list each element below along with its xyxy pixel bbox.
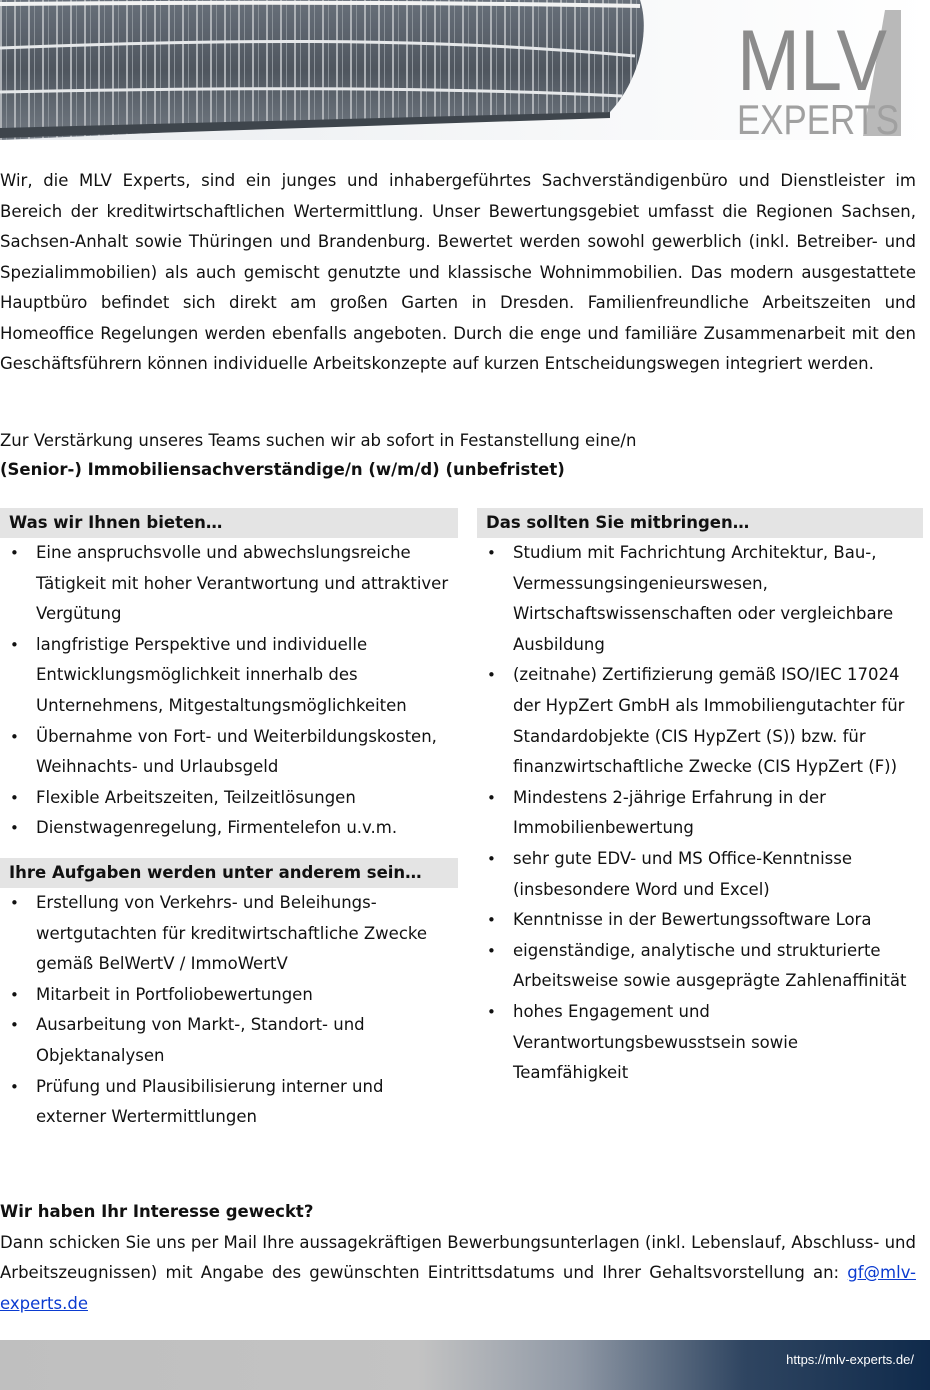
cta-body: Dann schicken Sie uns per Mail Ihre aussagekräftigen Bewerbungsunterlagen (inkl. Lebenslauf, Abschluss- und Arbeitszeugnissen) mit Angabe des gewünschten Eintrittsdatums und Ihrer Gehaltsvorstellung an: <box>0 1232 916 1282</box>
logo-experts-text: EXPERTS <box>737 96 899 138</box>
list-item: • Mitarbeit in Portfoliobewertungen <box>0 980 458 1011</box>
logo-mlv-text: MLV <box>737 13 887 109</box>
cta-text <box>0 1228 916 1320</box>
job-title: (Senior-) Immobiliensachverständige/n (w/m/d) (unbefristet) <box>0 460 565 479</box>
mlv-experts-logo <box>735 4 915 138</box>
list-item: • Mindestens 2-jährige Erfahrung in der Immobilienbewertung <box>477 783 923 844</box>
list-item: • Prüfung und Plausibilisierung interner und externer Wertermittlungen <box>0 1072 458 1133</box>
company-intro <box>0 166 916 380</box>
tasks-heading: Ihre Aufgaben werden unter anderem sein… <box>0 858 458 888</box>
cta-question: Wir haben Ihr Interesse geweckt? <box>0 1202 314 1221</box>
job-lead <box>0 426 916 484</box>
email-link[interactable]: gf@mlv-experts.de <box>0 1263 916 1313</box>
intro-paragraph: Wir, die MLV Experts, sind ein junges und inhabergeführtes Sachverständigenbüro und Dienstleister im Bereich der kreditwirtschaftlichen Wertermittlung. Unser Bewertungsgebiet umfasst die Regionen Sachsen, Sachsen-Anhalt sowie Thüringen und Brandenburg. Bewertet werden sowohl gewerblich (inkl. Betreiber- und Spezialimmobilien) als auch gemischt genutzte und klassische Wohnimmobilien. Das modern ausgestattete Hauptbüro befindet sich direkt am großen Garten in Dresden. Familienfreundliche Arbeitszeiten und Homeoffice Regelungen werden ebenfalls angeboten. Durch die enge und familiäre Zusammenarbeit mit den Geschäftsführern können individuelle Arbeitskonzepte auf kurzen Entscheidungswegen integriert werden. <box>0 171 916 373</box>
list-item: • (zeitnahe) Zertifizierung gemäß ISO/IEC 17024 der HypZert GmbH als Immobiliengutachter für Standardobjekte (CIS HypZert (S)) bzw. für finanzwirtschaftliche Zwecke (CIS HypZert (F)) <box>477 660 923 782</box>
call-to-action <box>0 1197 916 1319</box>
offer-heading: Was wir Ihnen bieten… <box>0 508 458 538</box>
list-item: • Kenntnisse in der Bewertungssoftware Lora <box>477 905 923 936</box>
list-item: • Ausarbeitung von Markt-, Standort- und Objektanalysen <box>0 1010 458 1071</box>
list-item: • langfristige Perspektive und individuelle Entwicklungsmöglichkeit innerhalb des Unternehmens, Mitgestaltungsmöglichkeiten <box>0 630 458 722</box>
list-item: • sehr gute EDV- und MS Office-Kenntnisse (insbesondere Word und Excel) <box>477 844 923 905</box>
right-column <box>477 508 923 1089</box>
left-column <box>0 508 458 1133</box>
requirements-heading: Das sollten Sie mitbringen… <box>477 508 923 538</box>
footer-bar <box>0 1340 930 1390</box>
list-item: • Übernahme von Fort- und Weiterbildungskosten, Weihnachts- und Urlaubsgeld <box>0 722 458 783</box>
list-item: • hohes Engagement und Verantwortungsbewusstsein sowie Teamfähigkeit <box>477 997 923 1089</box>
header-banner <box>0 0 930 140</box>
list-item: • eigenständige, analytische und strukturierte Arbeitsweise sowie ausgeprägte Zahlenaffinität <box>477 936 923 997</box>
requirements-list <box>477 538 923 1089</box>
offer-list <box>0 538 458 844</box>
list-item: • Erstellung von Verkehrs- und Beleihungs-wertgutachten für kreditwirtschaftliche Zwecke gemäß BelWertV / ImmoWertV <box>0 888 458 980</box>
list-item: • Studium mit Fachrichtung Architektur, Bau-, Vermessungsingenieurswesen, Wirtschaftswissenschaften oder vergleichbare Ausbildung <box>477 538 923 660</box>
tasks-list <box>0 888 458 1133</box>
lead-text: Zur Verstärkung unseres Teams suchen wir ab sofort in Festanstellung eine/n <box>0 431 637 450</box>
list-item: • Eine anspruchsvolle und abwechslungsreiche Tätigkeit mit hoher Verantwortung und attraktiver Vergütung <box>0 538 458 630</box>
list-item: • Flexible Arbeitszeiten, Teilzeitlösungen <box>0 783 458 814</box>
footer-url[interactable]: https://mlv-experts.de/ <box>786 1352 914 1367</box>
list-item: • Dienstwagenregelung, Firmentelefon u.v.m. <box>0 813 458 844</box>
